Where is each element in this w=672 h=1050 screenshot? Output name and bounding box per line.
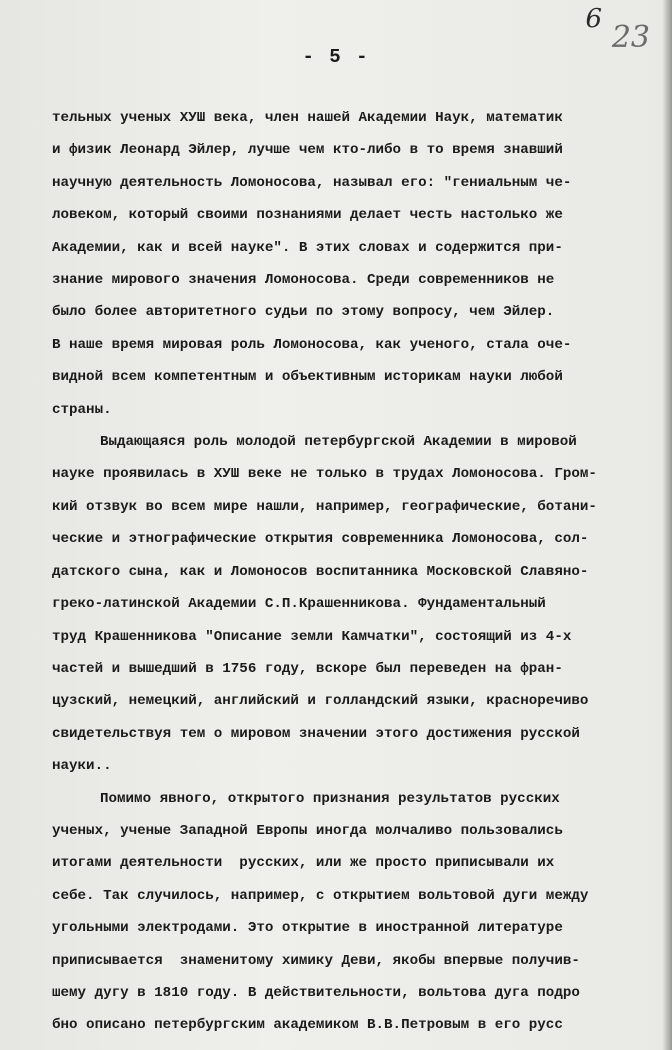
handwritten-note-folio-number: 23	[611, 20, 650, 55]
text-line: науке проявилась в ХУШ веке не только в трудах Ломоносова. Гром-	[52, 466, 597, 483]
text-line: кий отзвук во всем мире нашли, например, географические, ботани-	[52, 498, 597, 515]
text-line: знание мирового значения Ломоносова. Среди современников не	[52, 272, 555, 289]
text-line: и физик Леонард Эйлер, лучше чем кто-либо в то время знавший	[52, 142, 563, 159]
text-line: итогами деятельности русских, или же просто приписывали их	[52, 855, 555, 872]
text-line: научную деятельность Ломоносова, называл его: "гениальным че-	[52, 174, 572, 191]
text-line: видной всем компетентным и объективным историкам науки любой	[52, 369, 563, 386]
text-line: ученых, ученые Западной Европы иногда молчаливо пользовались	[52, 822, 563, 839]
text-line: приписывается знаменитому химику Деви, якобы впервые получив-	[52, 952, 580, 969]
text-line: Академии, как и всей науке". В этих словах и содержится при-	[52, 239, 563, 256]
text-line: угольными электродами. Это открытие в иностранной литературе	[52, 920, 563, 937]
text-line: Помимо явного, открытого признания результатов русских	[100, 790, 560, 807]
handwritten-note-sheet-number: 6	[585, 4, 602, 34]
text-line: науки..	[52, 758, 112, 775]
text-line: ческие и этнографические открытия современника Ломоносова, сол-	[52, 531, 589, 548]
text-line: Выдающаяся роль молодой петербургской Академии в мировой	[100, 434, 577, 451]
text-line: цузский, немецкий, английский и голландский языки, красноречиво	[52, 693, 589, 710]
body-text	[52, 102, 658, 1042]
text-line: себе. Так случилось, например, с открытием вольтовой дуги между	[52, 887, 589, 904]
text-line: страны.	[52, 401, 112, 418]
text-line: тельных ученых ХУШ века, член нашей Академии Наук, математик	[52, 110, 563, 126]
text-line: бно описано петербургским академиком В.В.Петровым в его русс	[52, 1017, 563, 1034]
page-number: - 5 -	[302, 46, 370, 68]
text-line: шему дугу в 1810 году. В действительности, вольтова дуга подро	[52, 984, 580, 1001]
text-line: греко-латинской Академии С.П.Крашенникова. Фундаментальный	[52, 596, 546, 613]
text-line: свидетельствуя тем о мировом значении этого достижения русской	[52, 725, 580, 742]
text-line: труд Крашенникова "Описание земли Камчатки", состоящий из 4-х	[52, 628, 572, 645]
text-line: ловеком, который своими познаниями делает честь настолько же	[52, 207, 563, 224]
text-line: частей и вышедший в 1756 году, вскоре был переведен на фран-	[52, 660, 563, 677]
text-line: В наше время мировая роль Ломоносова, как ученого, стала оче-	[52, 336, 572, 353]
scan-edge-shadow	[662, 0, 672, 1050]
text-line: было более авторитетного судьи по этому вопросу, чем Эйлер.	[52, 304, 555, 321]
text-line: датского сына, как и Ломоносов воспитанника Московской Славяно-	[52, 563, 589, 580]
